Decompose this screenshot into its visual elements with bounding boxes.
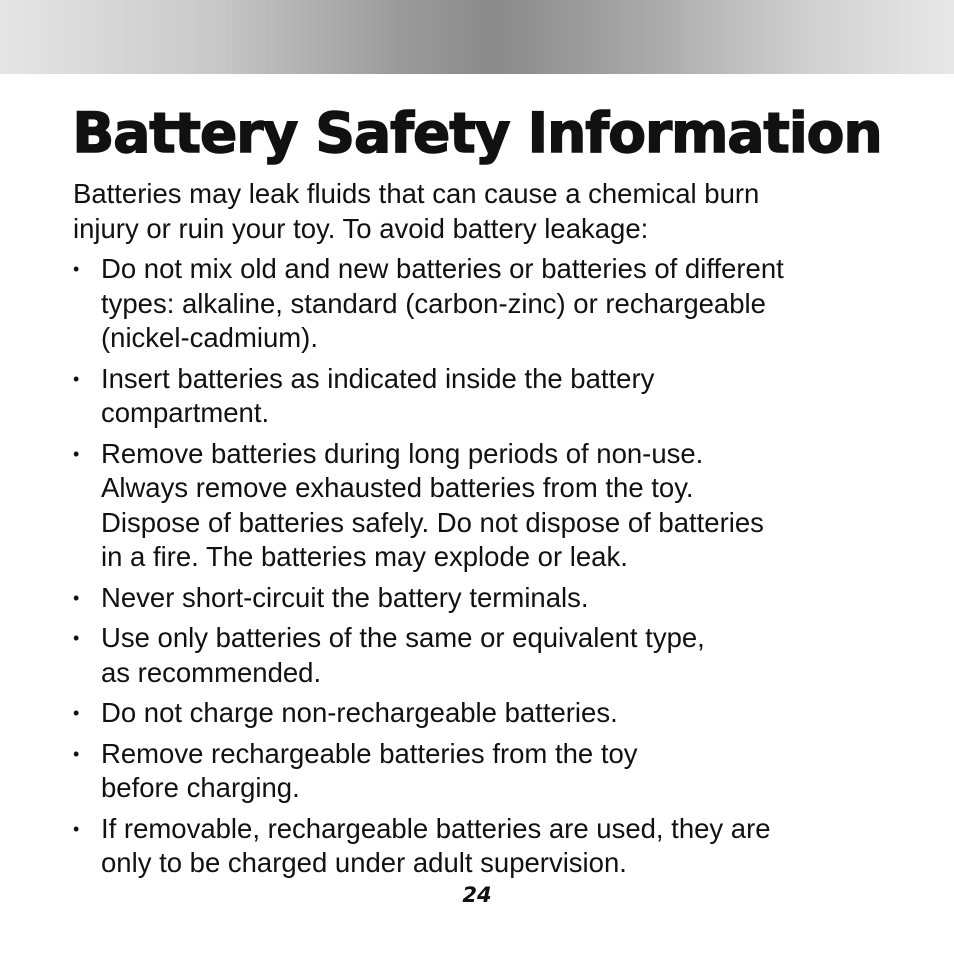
intro-line: injury or ruin your toy. To avoid battery leakage:: [73, 213, 649, 244]
bullet-line: Do not mix old and new batteries or batteries of different: [101, 253, 784, 284]
safety-bullet-item: [73, 252, 913, 356]
bullet-line: before charging.: [101, 772, 300, 803]
bullet-line: types: alkaline, standard (carbon-zinc) or rechargeable: [101, 287, 766, 319]
bullet-line: Remove rechargeable batteries from the toy: [101, 737, 638, 769]
bullet-line: Dispose of batteries safely. Do not dispose of batteries: [101, 506, 764, 538]
safety-bullet-item: [73, 737, 913, 806]
bullet-line: Insert batteries as indicated inside the battery: [101, 362, 655, 394]
safety-bullet-item: [73, 812, 913, 881]
bullet-line: Always remove exhausted batteries from the toy.: [101, 472, 694, 503]
bullet-line: Remove batteries during long periods of non-use.: [101, 437, 704, 469]
bullet-dot-icon: •: [73, 703, 80, 723]
bullet-line: Never short-circuit the battery terminals.: [101, 581, 589, 613]
bullet-line: as recommended.: [101, 656, 322, 688]
bullet-line: Do not charge non-rechargeable batteries.: [101, 697, 618, 728]
bullet-line: If removable, rechargeable batteries are used, they are: [101, 812, 771, 844]
bullet-text: [101, 437, 913, 575]
bullet-dot-icon: •: [73, 259, 80, 279]
safety-bullet-item: [73, 362, 913, 431]
bullet-dot-icon: •: [73, 587, 80, 608]
bullet-text: [101, 621, 913, 690]
safety-bullet-item: [73, 437, 913, 575]
bullet-line: Use only batteries of the same or equivalent type,: [101, 622, 705, 653]
bullet-text: [101, 252, 913, 356]
intro-paragraph: [73, 176, 903, 246]
bullet-dot-icon: •: [73, 368, 80, 389]
bullet-line: (nickel-cadmium).: [101, 322, 318, 353]
bullet-dot-icon: •: [73, 628, 80, 648]
bullet-line: only to be charged under adult supervision.: [101, 847, 627, 878]
safety-bullet-list: [73, 252, 913, 887]
bullet-dot-icon: •: [73, 743, 80, 764]
bullet-dot-icon: •: [73, 443, 80, 464]
bullet-line: compartment.: [101, 397, 270, 428]
intro-line: Batteries may leak fluids that can cause a chemical burn: [73, 178, 760, 209]
safety-bullet-item: [73, 696, 913, 731]
safety-bullet-item: [73, 581, 913, 616]
bullet-text: [101, 362, 913, 431]
bullet-dot-icon: •: [73, 818, 80, 839]
bullet-text: [101, 737, 913, 806]
page-number: 24: [462, 883, 492, 907]
bullet-line: in a fire. The batteries may explode or leak.: [101, 541, 628, 572]
page-title: Battery Safety Information: [72, 101, 882, 165]
bullet-text: [101, 581, 913, 616]
header-gradient-band: [0, 0, 954, 74]
safety-bullet-item: [73, 621, 913, 690]
bullet-text: [101, 696, 913, 731]
bullet-text: [101, 812, 913, 881]
